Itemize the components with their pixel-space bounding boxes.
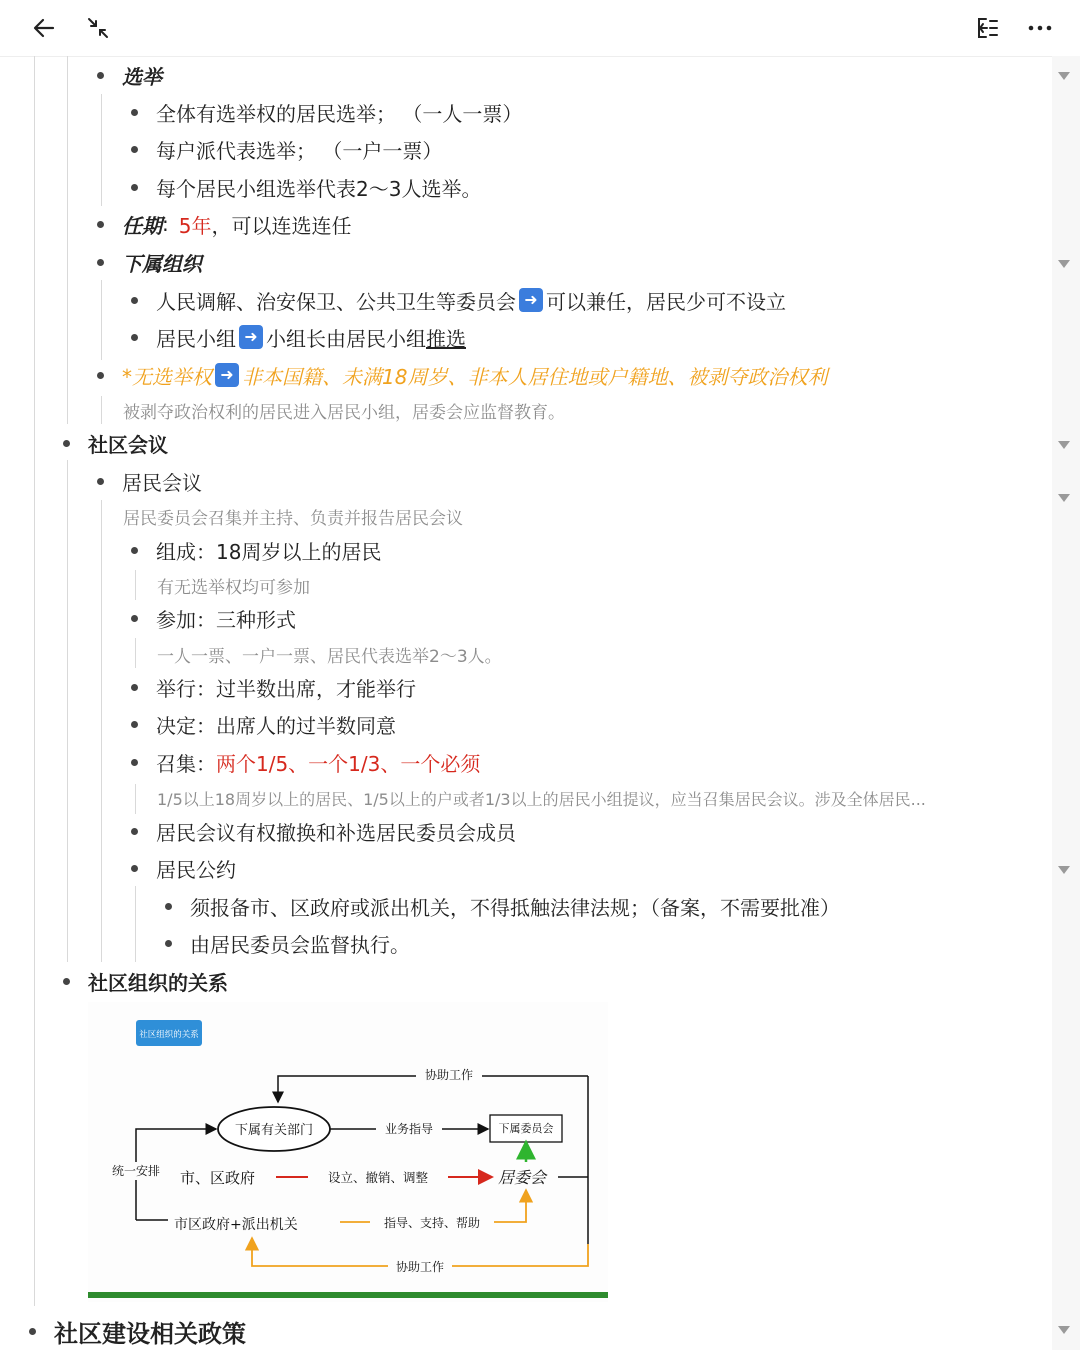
list-item[interactable]: 参加：三种形式 xyxy=(156,607,296,632)
list-item[interactable] xyxy=(156,745,480,779)
diagram-guidance: 业务指导 xyxy=(384,1122,434,1136)
diagram-badge: 社区组织的关系 xyxy=(139,1030,199,1040)
outline-guide xyxy=(101,500,102,962)
outline-guide xyxy=(135,638,136,668)
outline-list-icon[interactable] xyxy=(972,12,1004,44)
diagram-agency: 市区政府+派出机关 xyxy=(174,1217,298,1233)
list-item[interactable]: 每个居民小组选举代表2～3人选举。 xyxy=(156,176,482,201)
term-item[interactable] xyxy=(122,207,351,241)
sub-orgs-heading[interactable]: 下属组织 xyxy=(122,251,202,276)
outline-guide xyxy=(67,460,68,962)
bullet xyxy=(131,865,138,872)
scrollbar-track[interactable] xyxy=(1052,56,1080,1350)
convene-note: 1/5以上18周岁以上的居民、1/5以上的户或者1/3以上的居民小组提议，应当召集居民会议。涉及全体居民... xyxy=(157,789,926,809)
top-toolbar xyxy=(0,0,1080,57)
relations-heading[interactable]: 社区组织的关系 xyxy=(88,970,228,995)
diagram-subcommittee: 下属委员会 xyxy=(498,1122,554,1135)
bullet xyxy=(131,297,138,304)
sub-org-committees: 人民调解、治安保卫、公共卫生等委员会 xyxy=(156,289,516,314)
diagram-assist-top: 协助工作 xyxy=(424,1068,474,1082)
residents-meeting[interactable]: 居民会议 xyxy=(122,470,202,495)
list-item[interactable] xyxy=(156,320,466,354)
outline-guide xyxy=(67,56,68,424)
bullet xyxy=(97,372,104,379)
collapse-caret-icon[interactable] xyxy=(1058,441,1070,449)
bullet xyxy=(131,109,138,116)
more-dots-icon[interactable] xyxy=(1024,12,1056,44)
bullet xyxy=(97,259,104,266)
list-item[interactable]: 全体有选举权的居民选举； （一人一票） xyxy=(156,101,523,126)
collapse-caret-icon[interactable] xyxy=(1058,866,1070,874)
bullet xyxy=(131,334,138,341)
election-heading[interactable]: 选举 xyxy=(122,64,162,89)
meeting-heading[interactable]: 社区会议 xyxy=(88,432,168,457)
diagram-committee: 居委会 xyxy=(498,1168,547,1187)
diagram-assist-bottom: 协助工作 xyxy=(395,1260,445,1274)
outline-guide xyxy=(101,396,102,424)
right-arrow-icon: ➜ xyxy=(215,363,239,387)
list-item[interactable]: 组成：18周岁以上的居民 xyxy=(156,539,382,564)
no-vote-note: 被剥夺政治权利的居民进入居民小组，居委会应监督教育。 xyxy=(123,402,565,423)
no-vote-item[interactable] xyxy=(122,358,827,392)
bullet xyxy=(97,221,104,228)
right-arrow-icon: ➜ xyxy=(239,325,263,349)
bullet xyxy=(97,478,104,485)
bullet xyxy=(131,684,138,691)
no-vote-label: *无选举权 xyxy=(122,364,212,389)
bullet xyxy=(131,828,138,835)
term-separator: : xyxy=(162,212,169,236)
bullet xyxy=(131,615,138,622)
bullet xyxy=(165,903,172,910)
bullet xyxy=(63,440,70,447)
outline-guide xyxy=(101,280,102,360)
bullet xyxy=(131,759,138,766)
resident-group: 居民小组 xyxy=(156,326,236,351)
diagram-dept: 下属有关部门 xyxy=(234,1123,314,1138)
list-item[interactable]: 决定：出席人的过半数同意 xyxy=(156,713,396,738)
diagram-gov: 市、区政府 xyxy=(180,1169,256,1187)
list-item[interactable]: 举行：过半数出席，才能举行 xyxy=(156,676,416,701)
bullet xyxy=(131,184,138,191)
list-item[interactable]: 须报备市、区政府或派出机关，不得抵触法律法规；（备案，不需要批准） xyxy=(190,895,840,920)
bullet xyxy=(131,146,138,153)
right-arrow-icon: ➜ xyxy=(519,288,543,312)
recommend-link[interactable]: 推选 xyxy=(426,326,466,351)
collapse-caret-icon[interactable] xyxy=(1058,72,1070,80)
convene-label: 召集： xyxy=(156,751,216,776)
term-rest: ，可以连选连任 xyxy=(211,213,352,238)
sub-org-committees-note: 可以兼任，居民少可不设立 xyxy=(546,289,786,314)
collapse-caret-icon[interactable] xyxy=(1058,494,1070,502)
bullet xyxy=(131,721,138,728)
term-value: 5年 xyxy=(178,213,212,238)
list-item[interactable]: 居民会议有权撤换和补选居民委员会成员 xyxy=(156,820,516,845)
list-item[interactable]: 每户派代表选举； （一户一票） xyxy=(156,138,443,163)
collapse-caret-icon[interactable] xyxy=(1058,1326,1070,1334)
outline-guide xyxy=(34,56,35,1306)
term-label: 任期 xyxy=(122,213,162,238)
outline-guide xyxy=(135,886,136,962)
bullet xyxy=(131,547,138,554)
convene-value: 两个1/5、一个1/3、一个必须 xyxy=(216,751,481,776)
bullet xyxy=(97,72,104,79)
resident-group-note: 小组长由居民小组 xyxy=(266,326,426,351)
outline-guide xyxy=(135,570,136,600)
list-item[interactable]: 居民公约 xyxy=(156,857,236,882)
collapse-arrows-icon[interactable] xyxy=(82,12,114,44)
bullet xyxy=(29,1328,36,1335)
collapse-caret-icon[interactable] xyxy=(1058,260,1070,268)
bullet xyxy=(165,940,172,947)
arrow-left-icon[interactable] xyxy=(28,12,60,44)
list-item[interactable] xyxy=(156,283,786,317)
diagram-setup: 设立、撤销、调整 xyxy=(327,1170,429,1185)
composition-note: 有无选举权均可参加 xyxy=(157,577,310,598)
participate-note: 一人一票、一户一票、居民代表选举2～3人。 xyxy=(157,646,502,667)
residents-meeting-note: 居民委员会召集并主持、负责并报告居民会议 xyxy=(123,508,463,529)
list-item[interactable]: 由居民委员会监督执行。 xyxy=(190,932,410,957)
relations-diagram-image xyxy=(88,1002,608,1302)
outline-guide xyxy=(135,784,136,814)
diagram-unified: 统一安排 xyxy=(111,1164,161,1178)
policy-heading[interactable]: 社区建设相关政策 xyxy=(54,1319,246,1348)
outline-guide xyxy=(101,94,102,206)
no-vote-list: 非本国籍、未满18周岁、非本人居住地或户籍地、被剥夺政治权利 xyxy=(242,364,828,389)
diagram-support: 指导、支持、帮助 xyxy=(383,1216,481,1230)
bullet xyxy=(63,978,70,985)
